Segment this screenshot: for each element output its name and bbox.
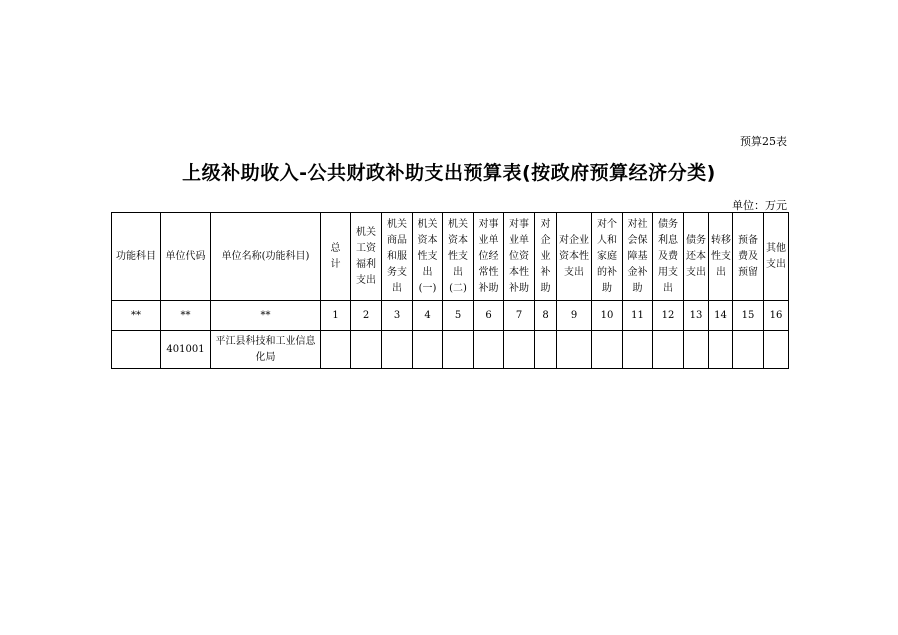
column-header xyxy=(623,213,653,301)
table-cell xyxy=(351,331,382,369)
column-header-label: 单位代码 xyxy=(165,250,206,262)
column-header-label: 对事业单位经常性补助 xyxy=(478,218,499,294)
table-cell xyxy=(535,331,557,369)
table-cell xyxy=(443,331,474,369)
column-index-cell: 8 xyxy=(535,301,557,331)
column-header-label: 对企业资本性支出 xyxy=(559,234,589,278)
table-cell xyxy=(653,331,684,369)
column-header-label: 对个人和家庭的补助 xyxy=(597,218,617,294)
column-header xyxy=(709,213,733,301)
table-row xyxy=(112,331,789,369)
column-header xyxy=(592,213,623,301)
table-cell xyxy=(684,331,709,369)
column-index-cell: 1 xyxy=(321,301,351,331)
column-index-cell: 5 xyxy=(443,301,474,331)
table-cell xyxy=(504,331,535,369)
column-header-label: 功能科目 xyxy=(116,250,156,262)
column-header xyxy=(474,213,504,301)
table-cell xyxy=(623,331,653,369)
column-index-cell: 9 xyxy=(557,301,592,331)
column-header xyxy=(764,213,789,301)
column-index-cell: 11 xyxy=(623,301,653,331)
column-index-cell: 16 xyxy=(764,301,789,331)
column-header xyxy=(535,213,557,301)
table-cell xyxy=(733,331,764,369)
table-cell xyxy=(413,331,443,369)
column-header-label: 预备费及预留 xyxy=(738,234,758,278)
column-header-label: 债务利息及费用支出 xyxy=(658,218,678,294)
column-index-cell: ** xyxy=(161,301,211,331)
page-title: 上级补助收入-公共财政补助支出预算表(按政府预算经济分类) xyxy=(182,162,716,184)
unit-code-cell: 401001 xyxy=(161,331,211,369)
column-index-cell: 15 xyxy=(733,301,764,331)
column-header-label: 机关资本性支出(二) xyxy=(448,218,468,294)
column-header-label: 机关资本性支出(一) xyxy=(417,218,438,294)
budget-table xyxy=(111,212,789,369)
table-cell xyxy=(592,331,623,369)
column-header-label: 对社会保障基金补助 xyxy=(627,218,648,294)
column-header xyxy=(321,213,351,301)
column-index-cell: 10 xyxy=(592,301,623,331)
table-cell xyxy=(764,331,789,369)
column-header xyxy=(504,213,535,301)
table-cell xyxy=(474,331,504,369)
unit-label: 单位：万元 xyxy=(732,199,787,212)
column-header-label: 对企业补助 xyxy=(540,218,551,294)
column-index-cell: 13 xyxy=(684,301,709,331)
column-index-cell: ** xyxy=(211,301,321,331)
column-header xyxy=(382,213,413,301)
column-header-label: 转移性支出 xyxy=(711,234,731,278)
column-index-cell: 3 xyxy=(382,301,413,331)
column-index-cell: 7 xyxy=(504,301,535,331)
unit-name-cell: 平江县科技和工业信息化局 xyxy=(211,331,321,369)
column-header xyxy=(351,213,382,301)
column-index-cell: 14 xyxy=(709,301,733,331)
column-header xyxy=(161,213,211,301)
column-header xyxy=(733,213,764,301)
column-index-cell: ** xyxy=(112,301,161,331)
column-header xyxy=(413,213,443,301)
table-cell xyxy=(321,331,351,369)
column-index-cell: 4 xyxy=(413,301,443,331)
column-header xyxy=(557,213,592,301)
column-header xyxy=(653,213,684,301)
column-header xyxy=(112,213,161,301)
column-header xyxy=(684,213,709,301)
column-index-row xyxy=(112,301,789,331)
column-index-cell: 12 xyxy=(653,301,684,331)
table-cell xyxy=(709,331,733,369)
form-number: 预算25表 xyxy=(740,135,787,148)
column-header-label: 总计 xyxy=(330,242,341,270)
column-index-cell: 6 xyxy=(474,301,504,331)
header-row xyxy=(112,213,789,301)
table-cell xyxy=(112,331,161,369)
column-header xyxy=(211,213,321,301)
table-cell xyxy=(382,331,413,369)
table-cell xyxy=(557,331,592,369)
column-header-label: 对事业单位资本性补助 xyxy=(509,218,529,294)
column-header-label: 债务还本支出 xyxy=(686,234,706,278)
column-header xyxy=(443,213,474,301)
column-header-label: 单位名称(功能科目) xyxy=(221,250,310,262)
column-index-cell: 2 xyxy=(351,301,382,331)
column-header-label: 机关工资福利支出 xyxy=(356,226,376,286)
column-header-label: 其他支出 xyxy=(766,242,786,270)
column-header-label: 机关商品和服务支出 xyxy=(387,218,407,294)
